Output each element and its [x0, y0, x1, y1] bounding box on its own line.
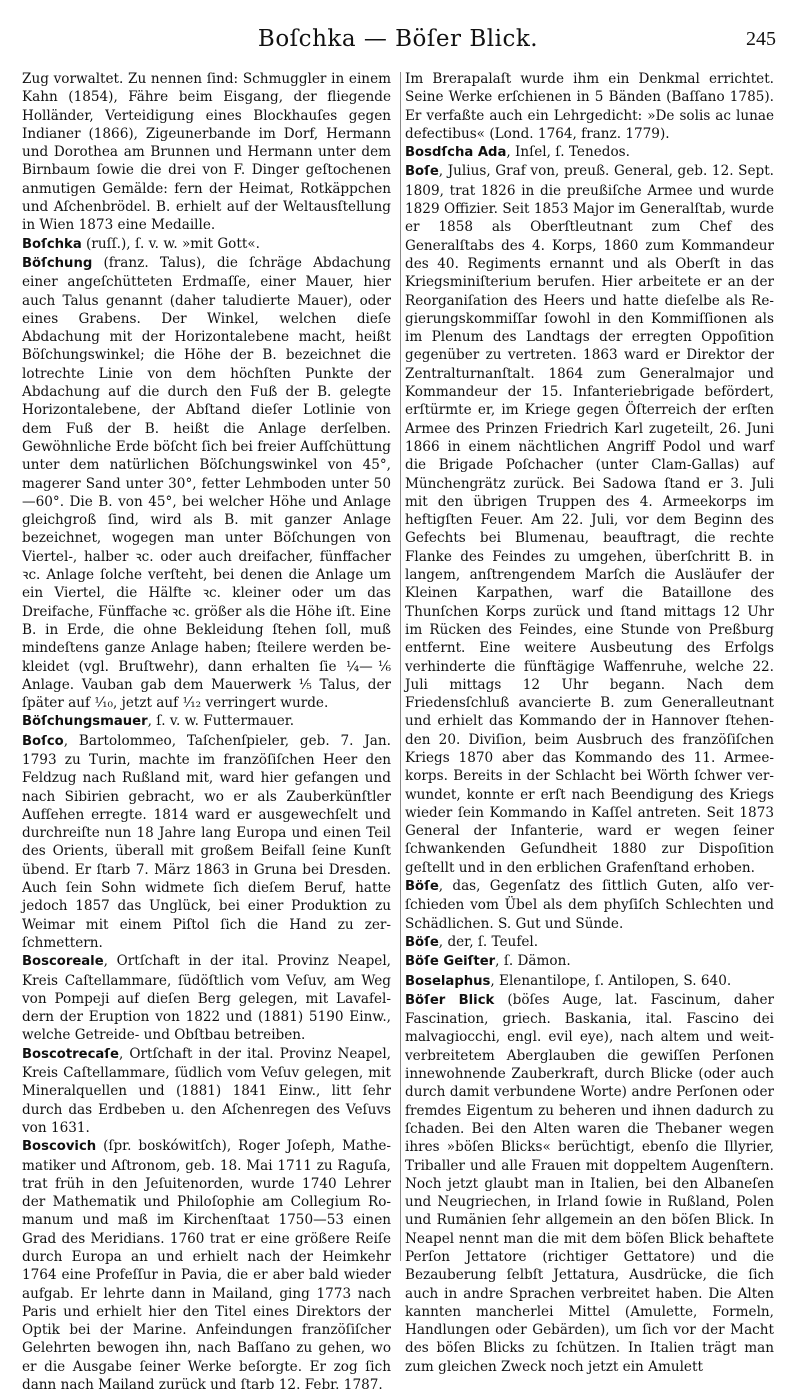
dictionary-entry: [405, 952, 774, 971]
entry-text: (franz. Talus), die ſchräge Abdachung einer angeſchütteten Erdmaſſe, einer Mauer, hier auch Talus genannt (daher taludierte Mauer), oder eines Grabens. Der Winkel, welchen dieſe Abdachung mit der Horizontalebene macht, heißt Böſchungswinkel; die Höhe der B. bezeichnet die lotrechte Linie von dem höchſten Punkte der Abdachung auf die durch den Fuß der B. gelegte Horizontalebene, der Abſtand dieſer Lotlinie von dem Fuß der B. heißt die Anlage derſelben. Gewöhnliche Erde böſcht ſich bei freier Aufſchüttung unter dem natürlichen Böſchungswinkel von 45°, magerer Sand unter 30°, fetter Lehmboden unter 50—60°. Die B. von 45°, bei welcher Höhe und Anlage gleichgroß ſind, wird als B. mit ganzer Anlage bezeichnet, wogegen man unter Böſchungen von Viertel-, halber ꝛc. oder auch dreifacher, fünffacher ꝛc. Anlage ſolche verſteht, bei denen die Anlage um ein Viertel, die Hälfte ꝛc. kleiner oder um das Dreifache, Fünffache ꝛc. größer als die Höhe iſt. Eine B. in Erde, die ohne Bekleidung ſtehen ſoll, muß mindeſtens ganze Anlage haben; ſteilere werden bekleidet (vgl. Bruſtwehr), dann erhalten ſie ¼—⅙ Anlage. Vauban gab dem Mauerwerk ⅕ Talus, der ſpäter auf ¹⁄₁₀, jetzt auf ¹⁄₁₂ verringert wurde.: [22, 254, 391, 712]
entry-text: (ſpr. boskówitſch), Roger Joſeph, Mathematiker und Aſtronom, geb. 18. Mai 1711 zu Raguſa, trat früh in den Jeſuitenorden, wurde 1740 Lehrer der Mathematik und Philoſophie am Collegium Romanum und maß im Kirchenſtaat 1750—53 einen Grad des Meridians. 1760 trat er eine größere Reiſe durch Europa an und erhielt nach der Heimkehr 1764 eine Profeſſur in Pavia, die er aber bald wieder aufgab. Er lehrte dann in Mailand, ging 1773 nach Paris und erhielt hier den Titel eines Direktors der Optik bei der Marine. Anfeindungen franzöſiſcher Gelehrten bewogen ihn, nach Baſſano zu gehen, wo er die Ausgabe ſeiner Werke beſorgte. Er zog ſich dann nach Mailand zurück und ſtarb 12. Febr. 1787.: [22, 1138, 391, 1394]
page-header: [20, 4, 776, 54]
entry-text: (böſes Auge, lat. Fascinum, daher Fascination, griech. Baskania, ital. Fascino dei malvagiocchi, engl. evil eye), nach altem und weitverbreitetem Aberglauben die gewiſſen Perſonen innewohnende Zauberkraft, durch Blicke (oder auch durch damit verbundene Worte) andre Perſonen oder fremdes Eigentum zu beheren und ihnen dadurch zu ſchaden. Bei den Alten waren die Thebaner wegen ihres »böſen Blicks« berüchtigt, ebenſo die Illyrier, Triballer und alle Frauen mit doppeltem Augenſtern. Noch jetzt glaubt man in Italien, bei den Albaneſen und Neugriechen, in Irland ſowie in Rußland, Polen und Rumänien ſehr allgemein an den böſen Blick. In Neapel nennt man die mit dem böſen Blick behaftete Perſon Jettatore (richtiger Gettatore) und die Bezauberung ſelbſt Jettatura, Ausdrücke, die ſich auch in andre Sprachen verbreitet haben. Die Alten kannten mancherlei Mittel (Amulette, Formeln, Handlungen oder Gebärden), um ſich vor der Macht des böſen Blicks zu ſchützen. In Italien trägt man zum gleichen Zweck noch jetzt ein Amulett: [405, 991, 774, 1375]
entry-headword: Bosdſcha Ada: [405, 145, 507, 161]
dictionary-entry: [22, 1137, 391, 1394]
dictionary-entry: [22, 952, 391, 1044]
dictionary-entry: [405, 877, 774, 933]
entry-headword: Boſe: [405, 164, 439, 180]
dictionary-entry: [405, 143, 774, 162]
entry-text: , ſ. v. w. Futtermauer.: [147, 713, 295, 730]
entry-headword: Boscovich: [22, 1139, 97, 1155]
entry-text: Im Brerapalaſt wurde ihm ein Denkmal errichtet. Seine Werke erſchienen in 5 Bänden (Baſſano 1785). Er verfaßte auch ein Lehrgedicht: »De solis ac lunae defectibus« (Lond. 1764, franz. 1779).: [405, 71, 774, 142]
text-columns: [22, 70, 774, 1394]
entry-text: , Ortſchaft in der ital. Provinz Neapel, Kreis Caſtellammare, ſüdöſtlich vom Veſuv, am Weg von Pompeji auf dieſen Berg gelegen, mit Lavafeldern der Eruption von 1822 und (1881) 5190 Einw., welche Getreide- und Obſtbau betreiben.: [22, 953, 391, 1044]
entry-headword: Boscotrecaſe: [22, 1046, 119, 1062]
entry-headword: Böſe: [405, 879, 439, 895]
page-number: 245: [746, 28, 776, 50]
entry-headword: Boselaphus: [405, 973, 491, 989]
entry-headword: Boſco: [22, 733, 64, 749]
left-column: [22, 70, 391, 1394]
entry-text: , der, ſ. Teufel.: [438, 933, 539, 950]
dictionary-entry: [405, 162, 774, 877]
dictionary-entry: [405, 933, 774, 952]
entry-headword: Boscoreale: [22, 954, 104, 970]
entry-text: , ſ. Dämon.: [495, 953, 571, 970]
entry-text: , Elenantilope, ſ. Antilopen, S. 640.: [490, 972, 732, 989]
dictionary-entry: [405, 972, 774, 991]
entry-text: , das, Gegenſatz des ſittlich Guten, alſo verſchieden vom Übel als dem phyſiſch Schlechten und Schädlichen. S. Gut und Sünde.: [405, 878, 774, 932]
entry-text: , Bartolommeo, Taſchenſpieler, geb. 7. Jan. 1793 zu Turin, machte im franzöſiſchen Heer den Feldzug nach Rußland mit, ward hier gefangen und nach Sibirien gebracht, wo er als Zauberkünſtler Aufſehen erregte. 1814 ward er ausgewechſelt und durchreiſte nun 18 Jahre lang Europa und einen Teil des Orients, überall mit großem Beifall ſeine Kunſt übend. Er ſtarb 7. März 1863 in Gruna bei Dresden. Auch ſein Sohn widmete ſich dieſem Beruf, hatte jedoch 1857 das Unglück, bei einer Produktion zu Weimar mit einem Piſtol ſich die Hand zu zerſchmettern.: [22, 732, 391, 951]
dictionary-entry: [22, 1045, 391, 1137]
entry-text: , Inſel, ſ. Tenedos.: [506, 144, 630, 161]
entry-headword: Böſchungsmauer: [22, 714, 148, 730]
dictionary-entry: [22, 254, 391, 712]
entry-headword: Boſchka: [22, 236, 82, 252]
entry-headword: Böſer Blick: [405, 992, 495, 1008]
entry-headword: Böſe: [405, 934, 439, 950]
running-title: Boſchka — Böſer Blick.: [257, 26, 539, 52]
dictionary-entry: [22, 732, 391, 953]
entry-headword: Böſe Geiſter: [405, 954, 496, 970]
entry-headword: Böſchung: [22, 255, 93, 271]
entry-text: Zug vorwaltet. Zu nennen ſind: Schmuggler in einem Kahn (1854), Fähre beim Eisgang, der fliegende Holländer, Verteidigung eines Blockhauſes gegen Indianer (1866), Zigeunerbande im Dorf, Hermann und Dorothea am Brunnen und Hermann unter dem Birnbaum ſowie die drei von F. Dinger geſtochenen anmutigen Gemälde: fern der Heimat, Rotkäppchen und Aſchenbrödel. B. erhielt auf der Weltausſtellung in Wien 1873 eine Medaille.: [22, 71, 391, 234]
dictionary-entry: [405, 70, 774, 143]
entry-text: , Ortſchaft in der ital. Provinz Neapel, Kreis Caſtellammare, ſüdlich vom Veſuv gelegen, mit Mineralquellen und (1881) 1841 Einw., litt ſehr durch das Erdbeben u. den Aſchenregen des Veſuvs von 1631.: [22, 1045, 391, 1136]
dictionary-entry: [22, 235, 391, 254]
right-column: [405, 70, 774, 1375]
dictionary-entry: [405, 991, 774, 1376]
dictionary-entry: [22, 712, 391, 731]
entry-text: , Julius, Graf von, preuß. General, geb. 12. Sept. 1809, trat 1826 in die preußiſche Armee und wurde 1829 Offizier. Seit 1853 Major im Generalſtab, wurde er 1858 als Oberſtleutnant zum Chef des Generalſtabs des 4. Korps, 1860 zum Kommandeur des 40. Regiments ernannt und als Oberſt in das Kriegsminiſterium berufen. Hier arbeitete er an der Reorganiſation des Heers und hatte dieſelbe als Regierungskommiſſar ſowohl in den Kommiſſionen als im Plenum des Landtags der erregten Oppoſition gegenüber zu vertreten. 1863 ward er Direktor der Zentralturnanſtalt. 1864 zum Generalmajor und Kommandeur der 15. Infanteriebrigade befördert, erſtürmte er, im Kriege gegen Öſterreich der erſten Armee des Prinzen Friedrich Karl zugeteilt, 26. Juni 1866 in einem nächtlichen Angriff Podol und warf die Brigade Poſchacher (unter Clam-Gallas) auf Münchengrätz zurück. Bei Sadowa ſtand er 3. Juli mit den übrigen Truppen des 4. Armeekorps im heftigſten Feuer. Am 22. Juli, vor dem Beginn des Gefechts bei Blumenau, beauftragt, die rechte Flanke des Feindes zu umgehen, überſchritt B. in langem, anſtrengendem Marſch die Ausläufer der Kleinen Karpathen, warf die Bataillone des Thunſchen Korps zurück und ſtand mittags 12 Uhr im Rücken des Feindes, eine Stunde von Preßburg entfernt. Eine weitere Ausbeutung des Erfolgs verhinderte die fünftägige Waffenruhe, welche 22. Juli mittags 12 Uhr begann. Nach dem Friedensſchluß avancierte B. zum Generalleutnant und erhielt das Kommando der in Hannover ſtehenden 20. Diviſion, beim Ausbruch des franzöſiſchen Kriegs 1870 aber das Kommando des 11. Armeekorps. Bereits in der Schlacht bei Wörth ſchwer verwundet, konnte er erſt nach Beendigung des Kriegs wieder ſein Kommando in Kaſſel antreten. Seit 1873 General der Infanterie, ward er wegen ſeiner ſchwankenden Geſundheit 1880 zur Dispoſition geſtellt und in den erblichen Grafenſtand erhoben.: [405, 163, 774, 876]
dictionary-entry: [22, 70, 391, 235]
entry-text: (ruſſ.), ſ. v. w. »mit Gott«.: [81, 235, 260, 252]
